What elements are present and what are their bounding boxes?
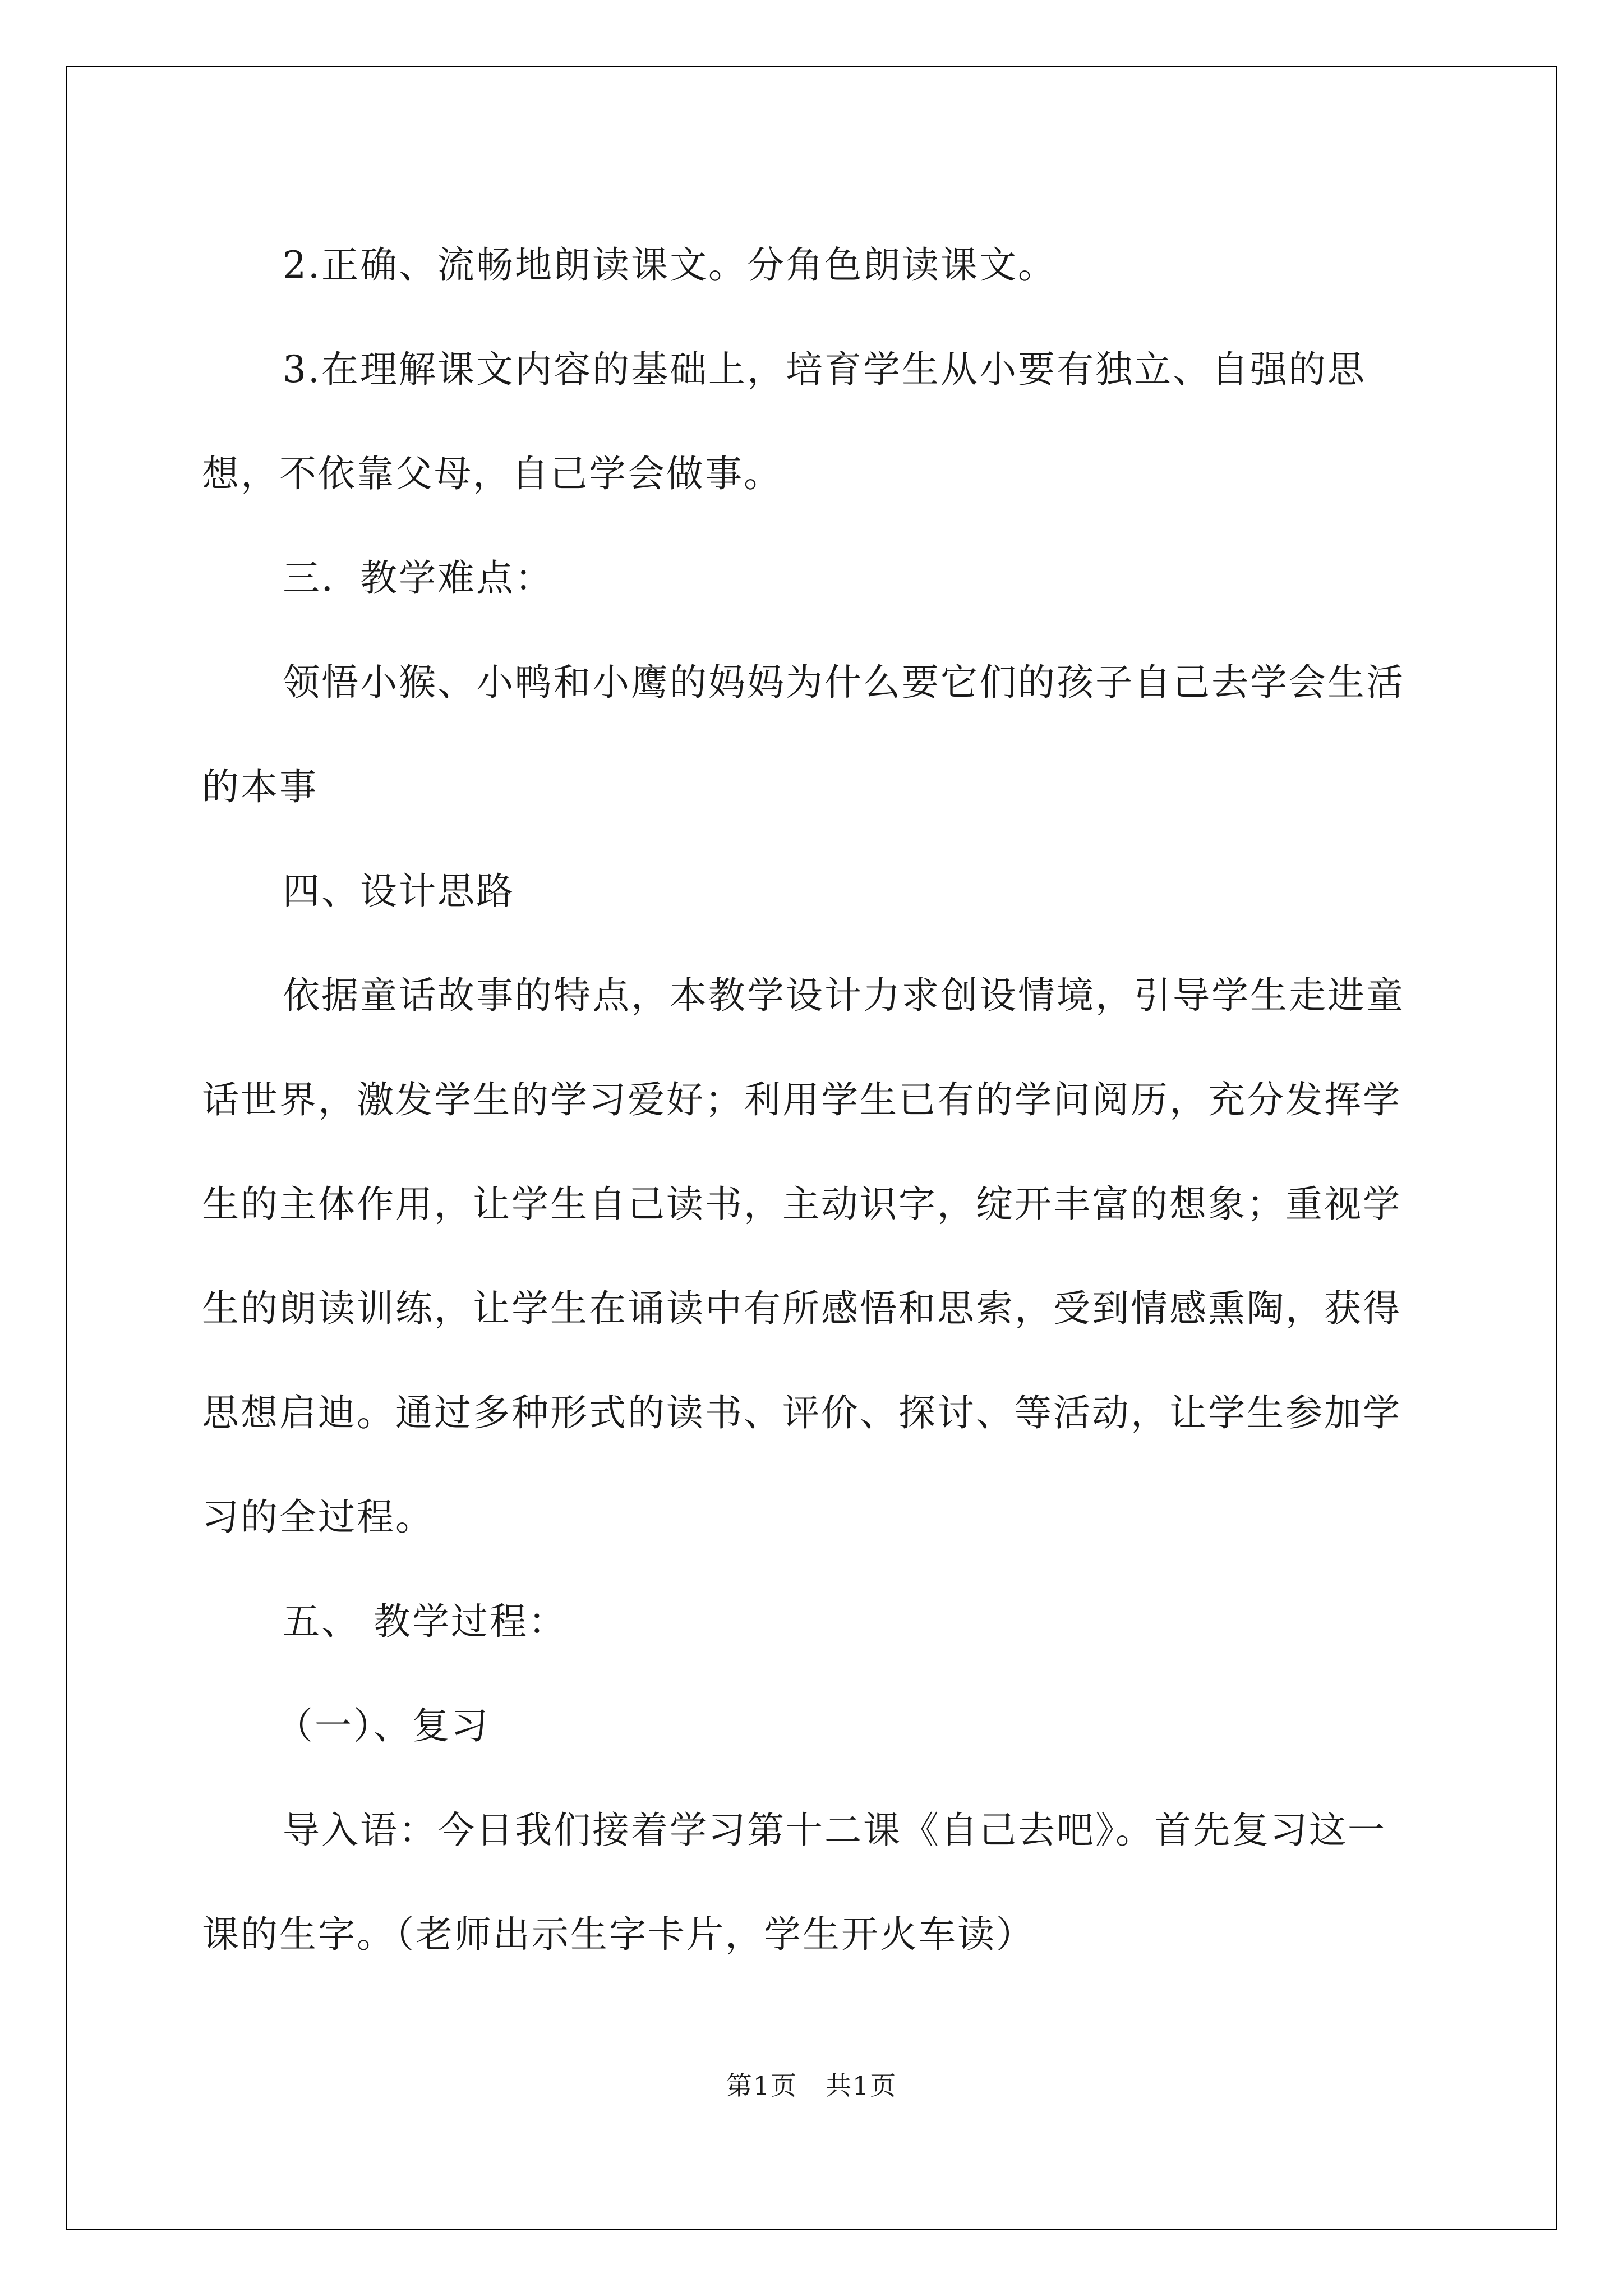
page-total: 共1页 (826, 2070, 897, 2101)
paragraph-goal-3: 3.在理解课文内容的基础上，培育学生从小要有独立、自强的思想，不依靠父母，自己学会做事。 (202, 348, 1366, 495)
document-body (202, 213, 1424, 1987)
paragraph-goal-2: 2.正确、流畅地朗读课文。分角色朗读课文。 (283, 243, 1057, 287)
page-number: 第1页 (726, 2070, 797, 2101)
subheading-review: （一）、复习 (276, 1704, 490, 1747)
section-heading-design: 四、设计思路 (283, 869, 515, 913)
section-heading-process: 五、 教学过程： (283, 1600, 567, 1643)
paragraph-difficulty: 领悟小猴、小鸭和小鹰的妈妈为什么要它们的孩子自己去学会生活的本事 (202, 661, 1405, 808)
paragraph-design: 依据童话故事的特点，本教学设计力求创设情境，引导学生走进童话世界，激发学生的学习爱好；利用学生已有的学问阅历，充分发挥学生的主体作用，让学生自己读书，主动识字，绽开丰富的想象；重视学生的朗读训练，让学生在诵读中有所感悟和思索，受到情感熏陶，获得思想启迪。通过多种形式的读书、评价、探讨、等活动，让学生参加学习的全过程。 (202, 974, 1405, 1539)
paragraph-intro: 导入语：今日我们接着学习第十二课《自己去吧》。首先复习这一课的生字。（老师出示生字卡片，学生开火车读） (202, 1809, 1386, 1956)
section-heading-difficulties: 三．教学难点： (283, 556, 554, 600)
page-footer (0, 2065, 1623, 2102)
